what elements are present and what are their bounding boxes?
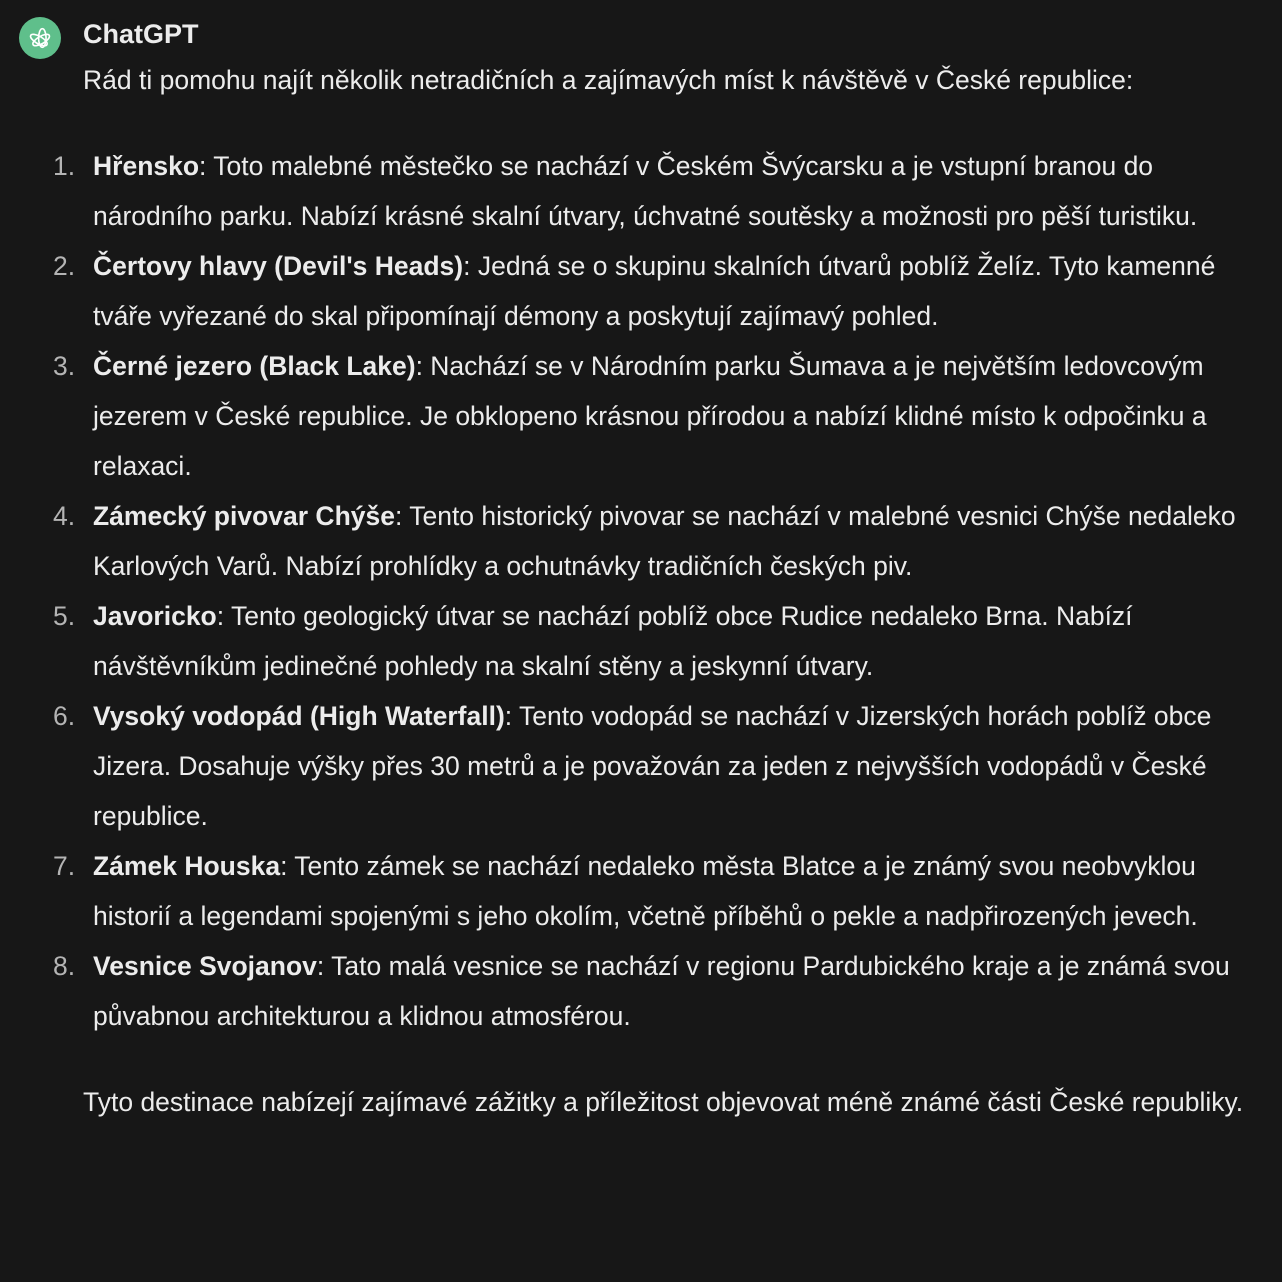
item-number: 1. — [53, 151, 76, 181]
item-title: Černé jezero (Black Lake) — [93, 351, 416, 381]
item-text: : Nachází se v Národním parku Šumava a je největším ledovcovým jezerem v České republice. Je obklopeno krásnou přírodou a nabízí klidné místo k odpočinku a relaxaci. — [93, 351, 1207, 481]
item-number: 6. — [53, 701, 76, 731]
list-item — [53, 341, 1253, 491]
item-number: 4. — [53, 501, 76, 531]
item-text: : Tento geologický útvar se nachází poblíž obce Rudice nedaleko Brna. Nabízí návštěvníkům jedinečné pohledy na skalní stěny a jeskynní útvary. — [93, 601, 1133, 681]
item-title: Čertovy hlavy (Devil's Heads) — [93, 251, 464, 281]
item-title: Vesnice Svojanov — [93, 951, 317, 981]
item-number: 8. — [53, 951, 76, 981]
item-text: : Jedná se o skupinu skalních útvarů poblíž Želíz. Tyto kamenné tváře vyřezané do skal připomínají démony a poskytují zajímavý pohled. — [93, 251, 1216, 331]
item-text: : Toto malebné městečko se nachází v Českém Švýcarsku a je vstupní branou do národního parku. Nabízí krásné skalní útvary, úchvatné soutěsky a možnosti pro pěší turistiku. — [93, 151, 1198, 231]
item-title: Zámek Houska — [93, 851, 281, 881]
openai-logo-icon — [26, 24, 54, 52]
item-number: 3. — [53, 351, 76, 381]
list-item — [53, 491, 1253, 591]
list-item — [53, 841, 1253, 941]
places-list — [53, 141, 1253, 1041]
item-text: : Tato malá vesnice se nachází v regionu Pardubického kraje a je známá svou půvabnou architekturou a klidnou atmosférou. — [93, 951, 1230, 1031]
item-number: 5. — [53, 601, 76, 631]
outro-text: Tyto destinace nabízejí zajímavé zážitky a příležitost objevovat méně známé části České republiky. — [83, 1087, 1244, 1117]
message-content — [53, 55, 1253, 1127]
list-item — [53, 241, 1253, 341]
item-title: Javoricko — [93, 601, 217, 631]
item-title: Hřensko — [93, 151, 200, 181]
item-text: : Tento zámek se nachází nedaleko města Blatce a je známý svou neobvyklou historií a legendami spojenými s jeho okolím, včetně příběhů o pekle a nadpřirozených jevech. — [93, 851, 1198, 931]
item-text: : Tento vodopád se nachází v Jizerských horách poblíž obce Jizera. Dosahuje výšky přes 30 metrů a je považován za jeden z nejvyšších vodopádů v České republice. — [93, 701, 1212, 831]
item-text: : Tento historický pivovar se nachází v malebné vesnici Chýše nedaleko Karlových Varů. Nabízí prohlídky a ochutnávky tradičních českých piv. — [93, 501, 1236, 581]
list-item — [53, 941, 1253, 1041]
author-name: ChatGPT — [83, 19, 199, 49]
item-number: 2. — [53, 251, 76, 281]
item-title: Zámecký pivovar Chýše — [93, 501, 395, 531]
list-item — [53, 691, 1253, 841]
chatgpt-avatar — [19, 17, 61, 59]
item-title: Vysoký vodopád (High Waterfall) — [93, 701, 505, 731]
list-item — [53, 591, 1253, 691]
intro-text: Rád ti pomohu najít několik netradičních a zajímavých míst k návštěvě v České republice: — [83, 65, 1134, 95]
item-number: 7. — [53, 851, 76, 881]
list-item — [53, 141, 1253, 241]
